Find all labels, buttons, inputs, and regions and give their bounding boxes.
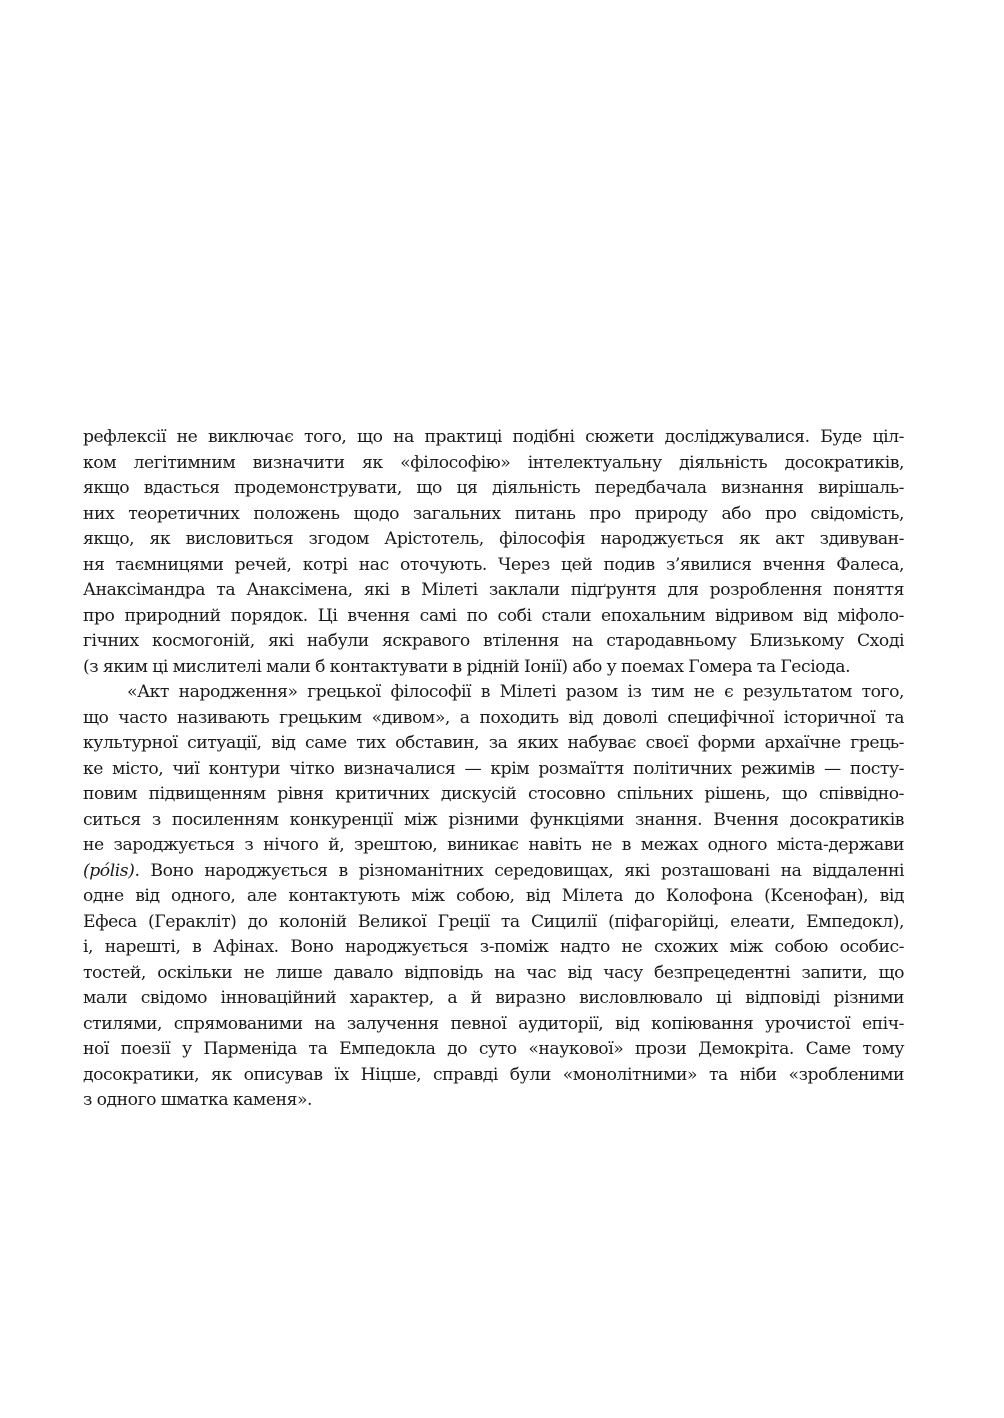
text-line: них теоретичних положень щодо загальних питань про природу або про свідомість,: [83, 503, 904, 524]
text-line: якщо вдасться продемонструвати, що ця діяльність передбачала визнання вирішаль-: [83, 478, 904, 498]
text-line: культурної ситуації, від саме тих обставин, за яких набуває своєї форми архаїчне грець-: [83, 733, 904, 753]
text-line: рефлексії не виключає того, що на практиці подібні сюжети досліджувалися. Буде ціл-: [83, 427, 904, 447]
paragraph-1: [83, 425, 904, 680]
text-line: що часто називають грецьким «дивом», а походить від доволі специфічної історичної та: [83, 707, 904, 728]
text-line: повим підвищенням рівня критичних дискусій стосовно спільних рішень, що співвідно-: [83, 784, 904, 804]
text-line: (pólis). Воно народжується в різноманітних середовищах, які розташовані на віддаленні: [83, 860, 904, 881]
text-line: з одного шматка каменя».: [83, 1090, 313, 1110]
text-line: (з яким ці мислителі мали б контактувати в рідній Іонії) або у поемах Гомера та Гесіода.: [83, 656, 851, 677]
text-line: стилями, спрямованими на залучення певної аудиторії, від копіювання урочистої епіч-: [83, 1013, 904, 1034]
text-line: тостей, оскільки не лише давало відповідь на час від часу безпрецедентні запити, що: [83, 962, 904, 983]
text-line: про природний порядок. Ці вчення самі по собі стали епохальним відривом від міфоло-: [83, 605, 904, 626]
body-text: [83, 425, 904, 1114]
text-line: ної поезії у Парменіда та Емпедокла до суто «наукової» прози Демокріта. Саме тому: [83, 1039, 904, 1059]
text-line: не зароджується з нічого й, зрештою, виникає навіть не в межах одного міста-держави: [83, 835, 904, 855]
text-line: ком легітимним визначити як «філософію» інтелектуальну діяльність досократиків,: [83, 452, 904, 473]
text-line: якщо, як висловиться згодом Арістотель, філософія народжується як акт здивуван-: [83, 529, 904, 549]
text-line: досократики, як описував їх Ніцше, справді були «монолітними» та ніби «зробленими: [83, 1064, 904, 1085]
text-line: ситься з посиленням конкуренції між різними функціями знання. Вчення досократиків: [83, 809, 904, 830]
text-line: Анаксімандра та Анаксімена, які в Мілеті заклали підґрунтя для розроблення поняття: [83, 580, 904, 600]
text-line: одне від одного, але контактують між собою, від Мілета до Колофона (Ксенофан), від: [83, 886, 904, 906]
text-line: ке місто, чиї контури чітко визначалися — крім розмаїття політичних режимів — посту-: [83, 758, 904, 779]
italic-term: (pólis): [83, 860, 135, 881]
text-line: Ефеса (Геракліт) до колоній Великої Греції та Сицилії (піфагорійці, елеати, Емпедокл),: [83, 911, 904, 932]
text-line: «Акт народження» грецької філософії в Мілеті разом із тим не є результатом того,: [127, 682, 904, 702]
paragraph-2: [83, 680, 904, 1114]
text-line: і, нарешті, в Афінах. Воно народжується з-поміж надто не схожих між собою особис-: [83, 937, 904, 957]
text-line: мали свідомо інноваційний характер, а й виразно висловлювало ці відповіді різними: [83, 988, 904, 1008]
text-line: ня таємницями речей, котрі нас оточують. Через цей подив з’явилися вчення Фалеса,: [83, 554, 904, 575]
text-line: гічних космогоній, які набули яскравого втілення на стародавньому Близькому Сході: [83, 631, 904, 651]
